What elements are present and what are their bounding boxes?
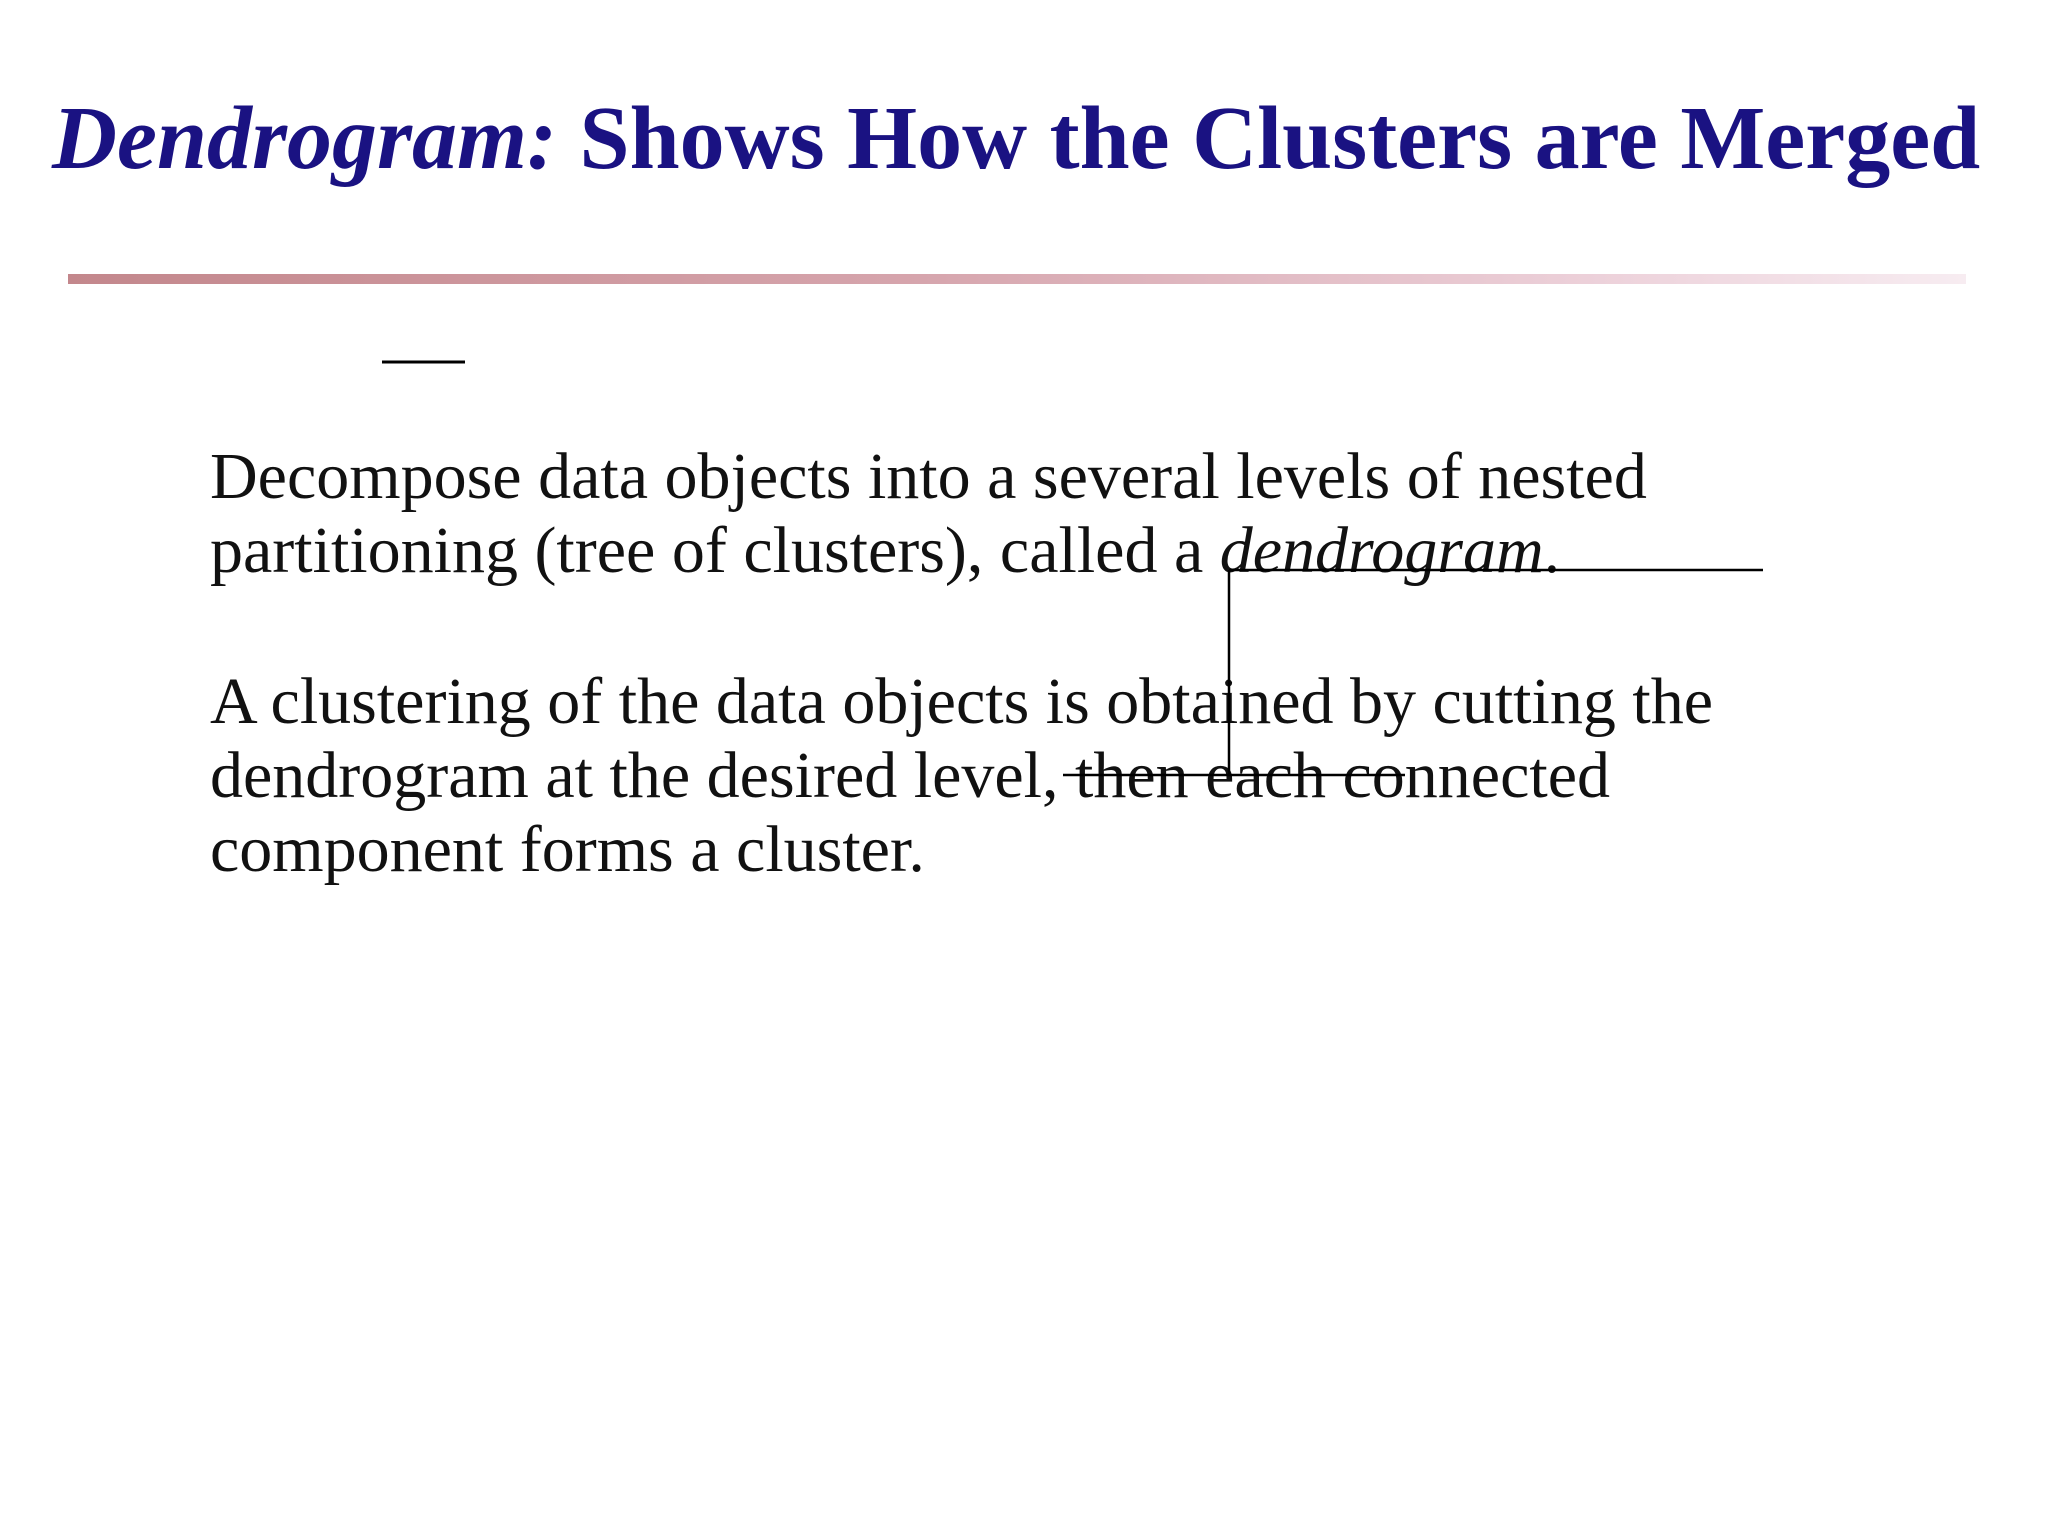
paragraph-2-line-3: component forms a cluster.	[210, 813, 925, 886]
paragraph-dendrogram-definition	[210, 440, 1647, 588]
paragraph-2-line-1: A clustering of the data objects is obtained by cutting the	[210, 665, 1713, 738]
title-divider	[68, 274, 1966, 284]
term-dendrogram: dendrogram	[1219, 514, 1544, 587]
paragraph-2-line-2: dendrogram at the desired level, then each connected	[210, 739, 1611, 812]
paragraph-cutting-dendrogram	[210, 665, 1713, 887]
paragraph-1-line-1: Decompose data objects into a several levels of nested	[210, 440, 1647, 513]
paragraph-1-line-2-start: partitioning (tree of clusters), called a	[210, 514, 1220, 587]
title-italic-part: Dendrogram:	[52, 89, 558, 188]
slide-title	[52, 84, 1980, 194]
paragraph-1-line-2-end: .	[1543, 514, 1561, 587]
title-regular-part: Shows How the Clusters are Merged	[557, 89, 1981, 188]
